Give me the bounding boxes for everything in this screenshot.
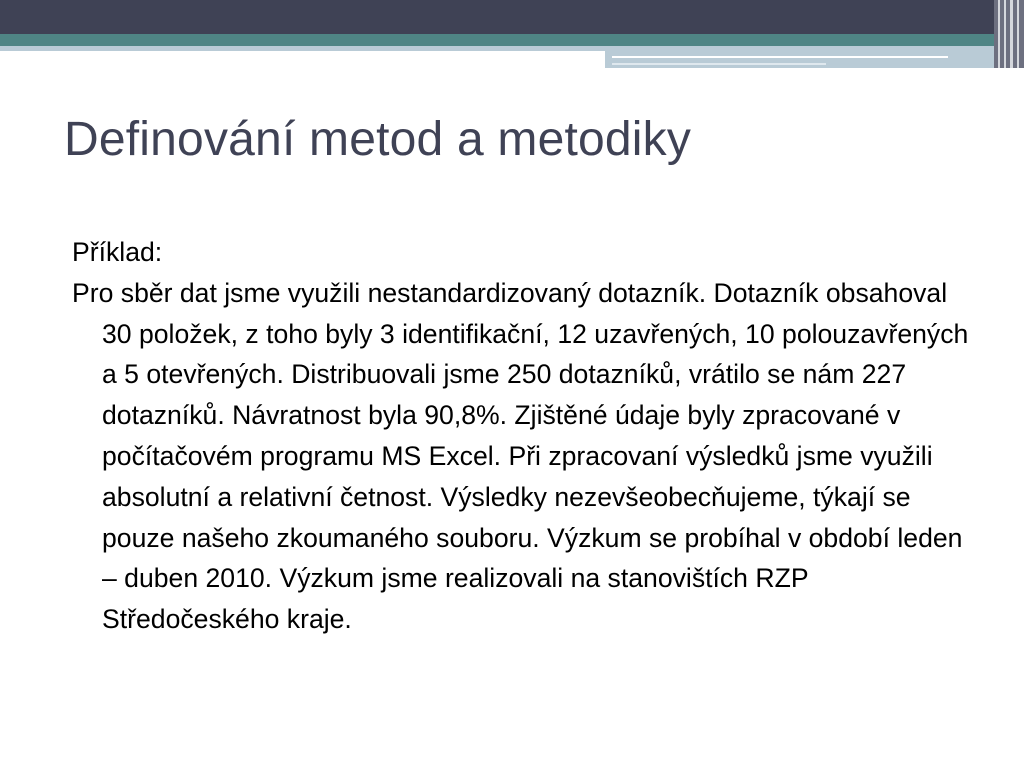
header-teal-band xyxy=(0,34,1000,46)
example-label: Příklad: xyxy=(72,237,163,267)
corner-stripe xyxy=(1017,0,1019,68)
body-paragraph: Pro sběr dat jsme využili nestandardizovaný dotazník. Dotazník obsahoval 30 položek, z toho byly 3 identifikační, 12 uzavřených, 10 polouzavřených a 5 otevřených. Distribuovali jsme 250 dotazníků, vrátilo se nám 227 dotazníků. Návratnost byla 90,8%. Zjištěné údaje byly zpracované v počítačovém programu MS Excel. Při zpracovaní výsledků jsme využili absolutní a relativní četnost. Výsledky nezevšeobecňujeme, týkají se pouze našeho zkoumaného souboru. Výzkum se probíhal v období leden – duben 2010. Výzkum jsme realizovali na stanovištích RZP Středočeského kraje. xyxy=(72,277,969,635)
header-step-line xyxy=(612,56,948,58)
corner-stripe xyxy=(1004,0,1006,68)
header-dark-band xyxy=(0,0,1024,34)
header-step-line-short xyxy=(612,63,826,65)
corner-stripe xyxy=(1010,0,1013,68)
header-light-band xyxy=(0,46,605,51)
corner-stripe xyxy=(998,0,1000,68)
slide-title: Definování metod a metodiky xyxy=(64,113,692,166)
slide-content xyxy=(72,232,972,640)
header-corner-stripes xyxy=(994,0,1024,68)
